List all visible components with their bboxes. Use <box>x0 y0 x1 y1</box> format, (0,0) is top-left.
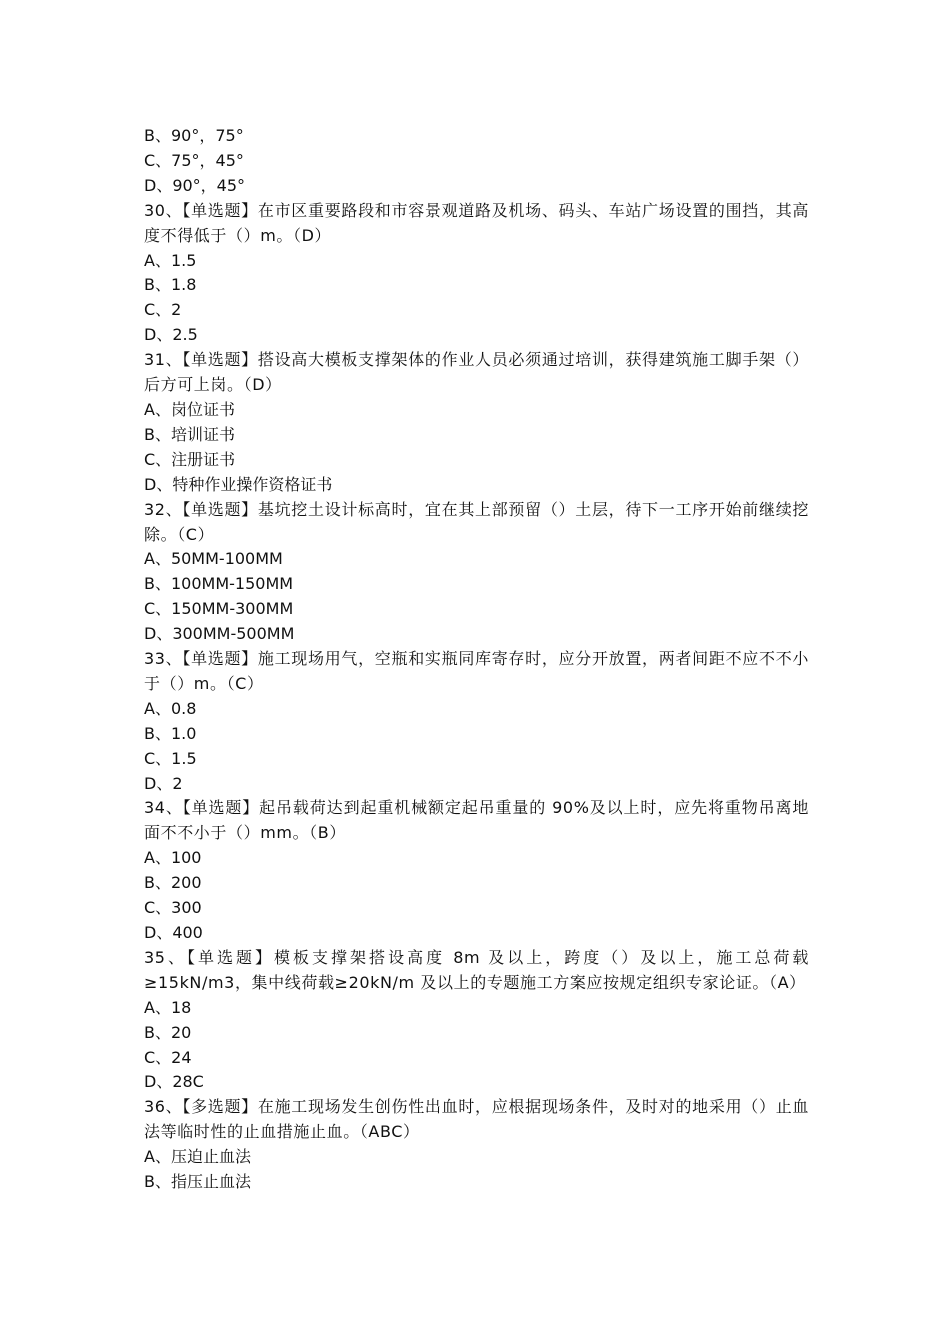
answer-option: D、90°，45° <box>144 175 246 195</box>
question-stem: 34、【单选题】起吊载荷达到起重机械额定起吊重量的 90%及以上时，应先将重物吊离地面不不小于（）mm。（B） <box>144 798 809 843</box>
answer-option: B、指压止血法 <box>144 1172 251 1192</box>
question-stem: 33、【单选题】施工现场用气，空瓶和实瓶同库寄存时，应分开放置，两者间距不应不不小于（）m。（C） <box>144 649 809 693</box>
answer-option: C、1.5 <box>144 748 197 768</box>
answer-option: D、2 <box>144 773 183 793</box>
answer-option: C、2 <box>144 300 182 320</box>
answer-option: A、压迫止血法 <box>144 1147 251 1167</box>
answer-option: D、28C <box>144 1072 204 1092</box>
answer-option: B、90°，75° <box>144 126 244 145</box>
question-stem: 31、【单选题】搭设高大模板支撑架体的作业人员必须通过培训，获得建筑施工脚手架（）后方可上岗。（D） <box>144 350 809 395</box>
answer-option: A、100 <box>144 848 202 868</box>
question-stem: 36、【多选题】在施工现场发生创伤性出血时，应根据现场条件，及时对的地采用（）止血法等临时性的止血措施止血。（ABC） <box>144 1097 809 1142</box>
question-stem: 30、【单选题】在市区重要路段和市容景观道路及机场、码头、车站广场设置的围挡，其高度不得低于（）m。（D） <box>144 200 809 245</box>
question-list <box>144 124 809 1195</box>
answer-option: B、20 <box>144 1022 192 1042</box>
answer-option: B、1.0 <box>144 723 197 743</box>
answer-option: A、50MM-100MM <box>144 549 283 569</box>
answer-option: D、2.5 <box>144 325 198 345</box>
answer-option: C、注册证书 <box>144 449 236 469</box>
answer-option: C、75°，45° <box>144 150 244 170</box>
answer-option: C、24 <box>144 1047 192 1067</box>
answer-option: B、100MM-150MM <box>144 574 294 594</box>
answer-option: D、400 <box>144 923 203 942</box>
answer-option: A、1.5 <box>144 250 197 270</box>
answer-option: D、特种作业操作资格证书 <box>144 474 333 494</box>
answer-option: A、0.8 <box>144 698 197 718</box>
answer-option: B、培训证书 <box>144 424 235 444</box>
answer-option: B、1.8 <box>144 275 197 295</box>
answer-option: C、300 <box>144 898 202 918</box>
answer-option: B、200 <box>144 873 202 893</box>
answer-option: C、150MM-300MM <box>144 599 294 619</box>
question-stem: 32、【单选题】基坑挖土设计标高时，宜在其上部预留（）土层，待下一工序开始前继续挖除。（C） <box>144 499 809 544</box>
answer-option: A、岗位证书 <box>144 399 235 419</box>
answer-option: D、300MM-500MM <box>144 624 295 644</box>
question-stem: 35、【单选题】模板支撑架搭设高度 8m 及以上，跨度（）及以上，施工总荷载≥15kN/m3，集中线荷载≥20kN/m 及以上的专题施工方案应按规定组织专家论证。（A） <box>144 947 809 992</box>
answer-option: A、18 <box>144 997 192 1017</box>
